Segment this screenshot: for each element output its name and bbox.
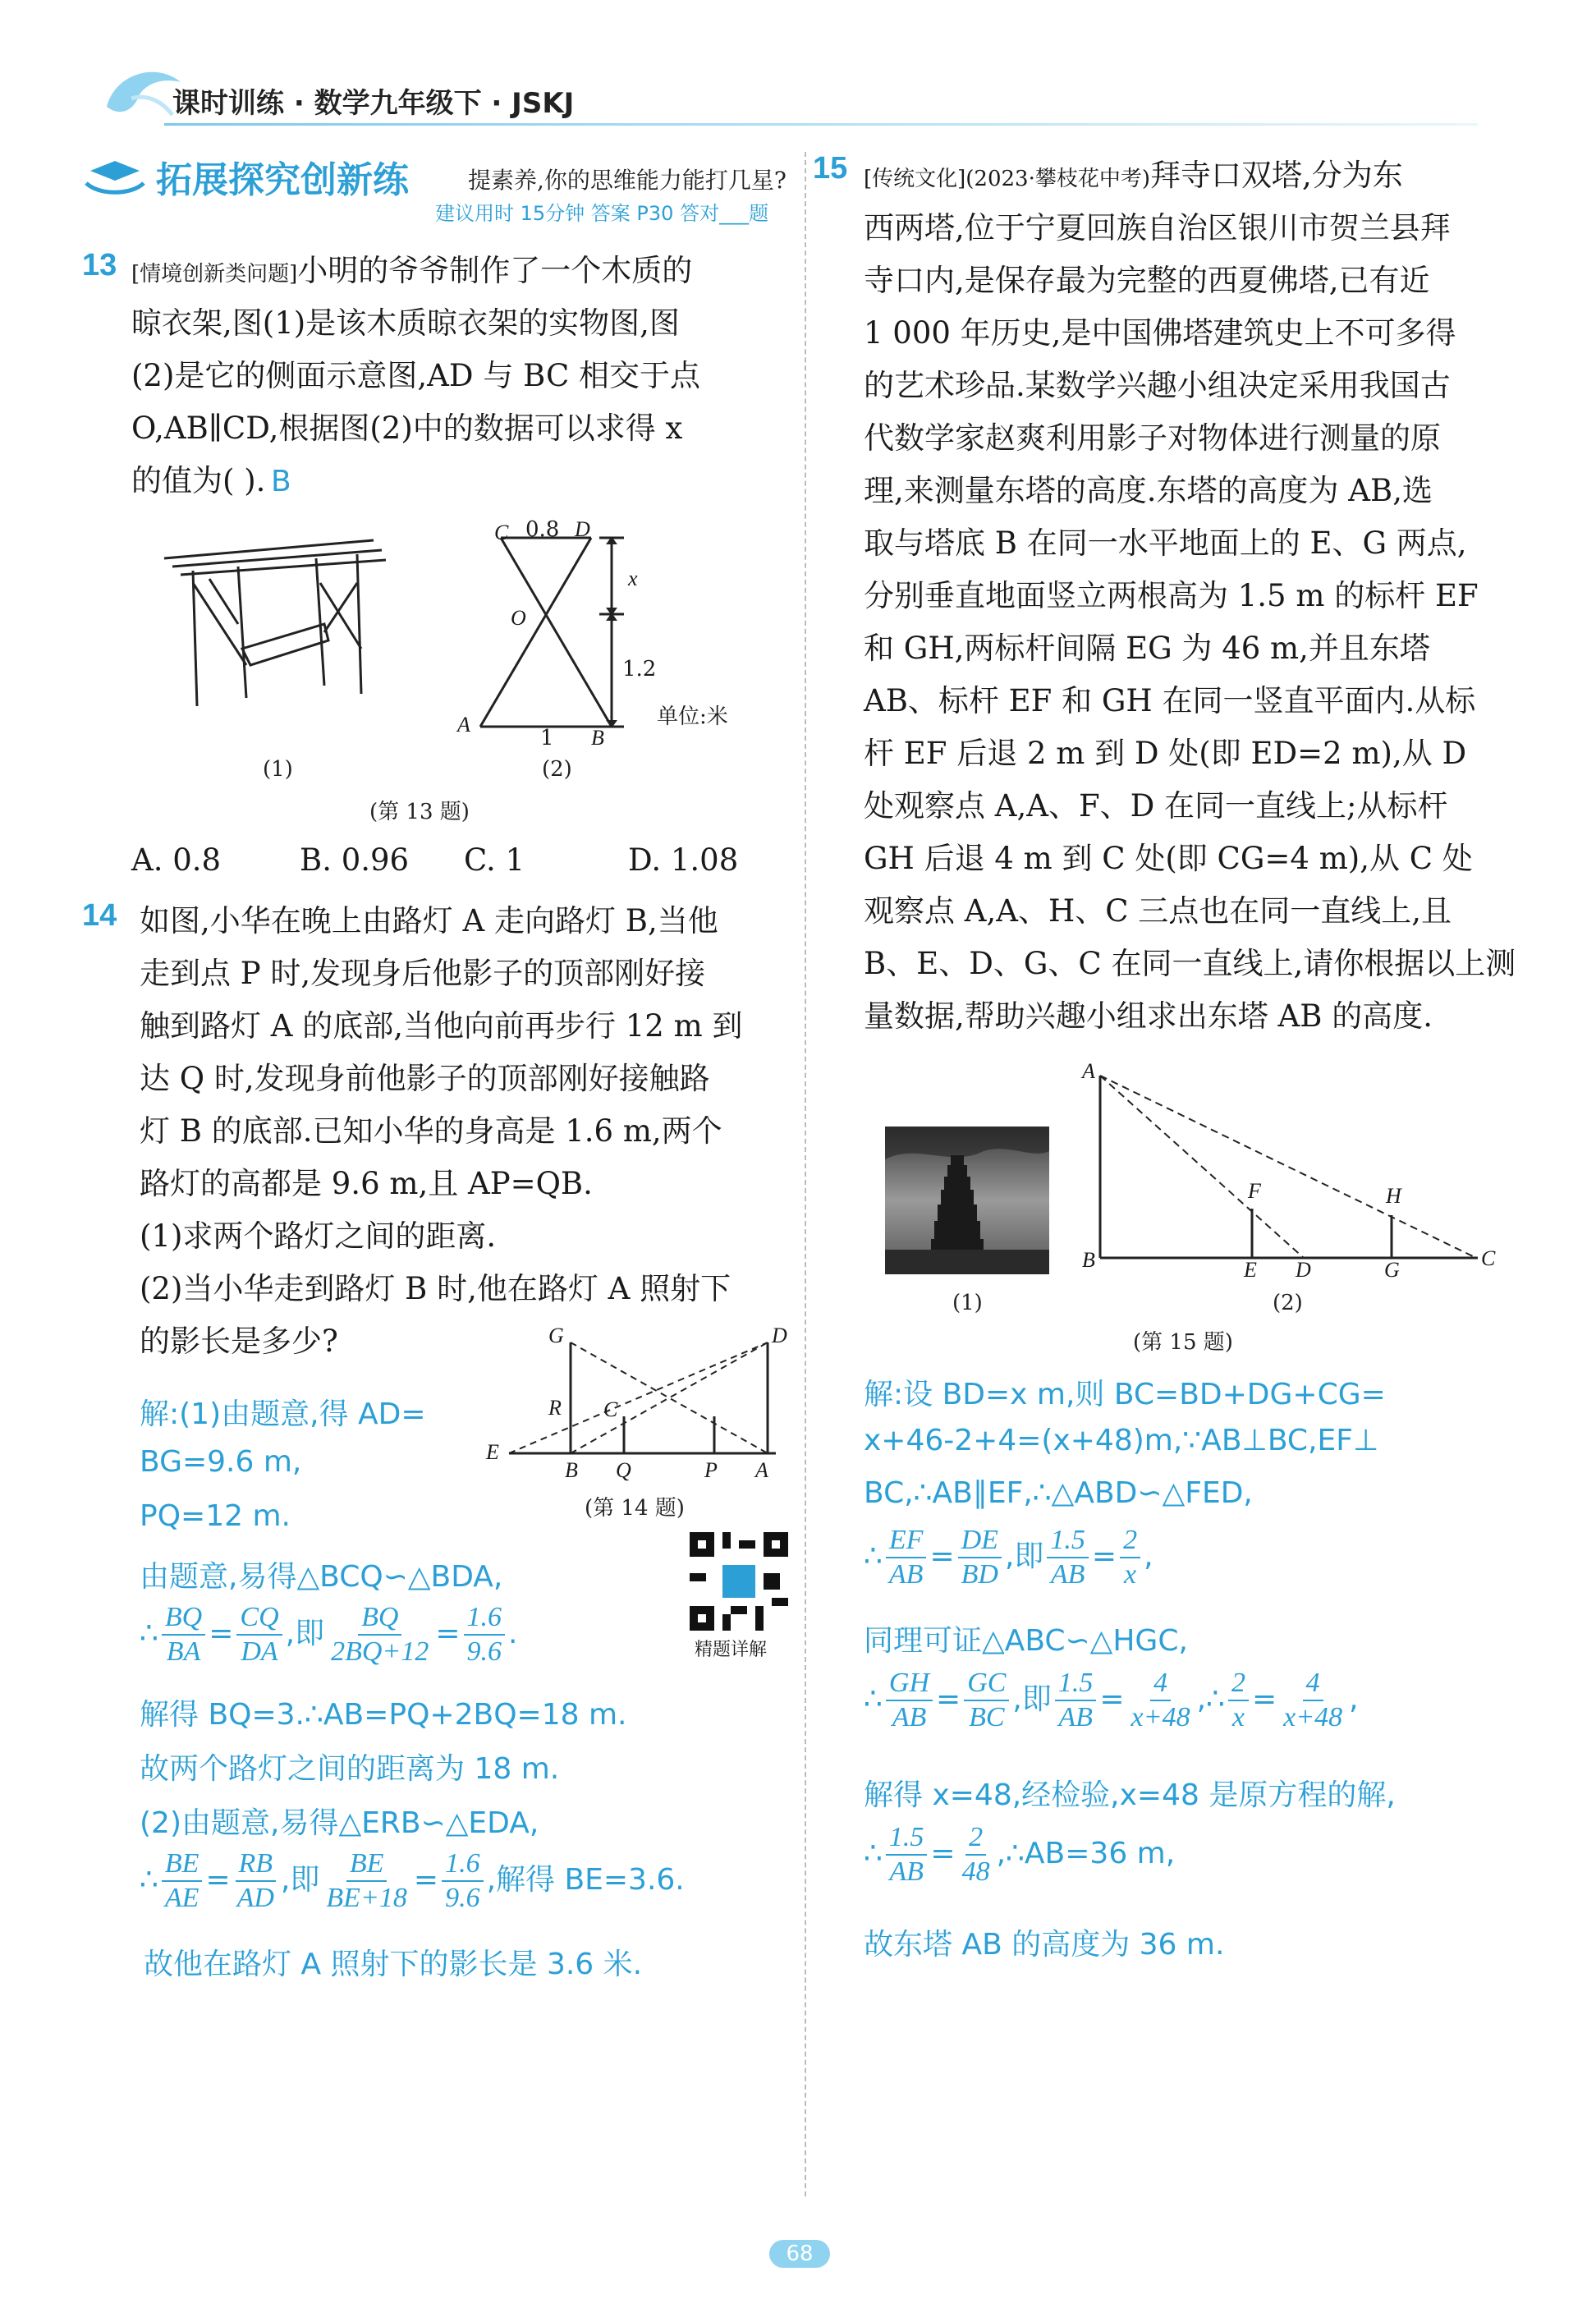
q15-line-2: 西两塔,位于宁夏回族自治区银川市贺兰县拜 xyxy=(864,210,1451,246)
q15-sol-line-4: ∴ $\frac{EF}{AB}$ = $\frac{DE}{BD}$ ,即 $\frac{1.5}{AB}$ = $\frac{2}{x}$ , xyxy=(864,1525,1153,1590)
q14-line-2: 走到点 P 时,发现身后他影子的顶部刚好接 xyxy=(140,956,706,991)
q14-label-b: B xyxy=(565,1458,578,1482)
q14-sol-line-6: 解得 BQ=3.∴AB=PQ+2BQ=18 m. xyxy=(140,1698,627,1732)
q14-line-5: 灯 B 的底部.已知小华的身高是 1.6 m,两个 xyxy=(140,1113,722,1149)
q14-line-1: 如图,小华在晚上由路灯 A 走向路灯 B,当他 xyxy=(140,903,718,938)
q14-label-r: R xyxy=(548,1396,562,1420)
q14-label-c: C xyxy=(603,1397,618,1421)
q14-line-4: 达 Q 时,发现身前他影子的顶部刚好接触路 xyxy=(140,1061,710,1096)
q15-sol-line-1: 解:设 BD=x m,则 BC=BD+DG+CG= xyxy=(864,1378,1386,1411)
q15-line-11: AB、标杆 EF 和 GH 在同一竖直平面内.从标 xyxy=(864,683,1476,718)
q15-label-h: H xyxy=(1386,1184,1401,1208)
q14-label-e: E xyxy=(486,1440,499,1464)
q14-sol-line-1: 解:(1)由题意,得 AD= xyxy=(140,1397,426,1431)
q14-line-6: 路灯的高都是 9.6 m,且 AP=QB. xyxy=(140,1166,593,1201)
q14-line-7: (1)求两个路灯之间的距离. xyxy=(140,1218,497,1254)
q15-fig2-caption: (2) xyxy=(1273,1291,1303,1315)
q15-sol-line-2: x+46-2+4=(x+48)m,∵AB⊥BC,EF⊥ xyxy=(864,1424,1379,1457)
section-subtitle: 提素养,你的思维能力能打几星? xyxy=(468,167,787,194)
section-banner xyxy=(82,146,788,236)
q15-label-c: C xyxy=(1481,1246,1496,1270)
q14-line-3: 触到路灯 A 的底部,当他向前再步行 12 m 到 xyxy=(140,1008,743,1044)
q15-line-5: 的艺术珍品.某数学兴趣小组决定采用我国古 xyxy=(864,368,1451,403)
q13-option-c: C. 1 xyxy=(464,842,525,878)
q15-line-7: 理,来测量东塔的高度.东塔的高度为 AB,选 xyxy=(864,473,1433,508)
q15-sol-line-9: 故东塔 AB 的高度为 36 m. xyxy=(864,1928,1225,1962)
q14-number: 14 xyxy=(82,898,117,933)
q13-label-c: C xyxy=(494,521,509,544)
q13-line-3: (2)是它的侧面示意图,AD 与 BC 相交于点 xyxy=(131,358,701,393)
q13-label-d: D xyxy=(575,517,590,541)
q14-sol-line-3: PQ=12 m. xyxy=(140,1499,291,1533)
q14-sol-line-7: 故两个路灯之间的距离为 18 m. xyxy=(140,1752,560,1786)
q15-line-10: 和 GH,两标杆间隔 EG 为 46 m,并且东塔 xyxy=(864,631,1430,666)
q14-label-d: D xyxy=(772,1324,787,1347)
q15-tag: [传统文化](2023·攀枝花中考) xyxy=(864,167,1151,191)
q15-figure-2-diagram xyxy=(1084,1067,1511,1281)
header-underline xyxy=(164,123,1478,126)
q14-sol-line-5: ∴ $\frac{BQ}{BA}$ = $\frac{CQ}{DA}$ ,即 $\frac{BQ}{2BQ+12}$ = $\frac{1.6}{9.6}$ . xyxy=(140,1602,518,1667)
q15-line-15: 观察点 A,A、H、C 三点也在同一直线上,且 xyxy=(864,893,1452,929)
q15-fig1-caption: (1) xyxy=(952,1291,983,1315)
q15-sol-line-7: 解得 x=48,经检验,x=48 是原方程的解, xyxy=(864,1778,1396,1812)
q13-option-a: A. 0.8 xyxy=(131,842,222,878)
q14-label-p: P xyxy=(704,1458,718,1482)
q15-line-9: 分别垂直地面竖立两根高为 1.5 m 的标杆 EF xyxy=(864,578,1479,613)
q15-sol-line-8: ∴ $\frac{1.5}{AB}$ = $\frac{2}{48}$ ,∴AB=36 m, xyxy=(864,1822,1176,1887)
q15-label-a: A xyxy=(1082,1059,1095,1083)
q14-caption: (第 14 题) xyxy=(585,1496,685,1521)
q13-fig2-caption: (2) xyxy=(542,757,572,782)
q15-label-f: F xyxy=(1248,1179,1261,1203)
q13-option-b: B. 0.96 xyxy=(300,842,410,878)
section-meta: 建议用时 15分钟 答案 P30 答对___题 xyxy=(435,202,769,225)
header-title: 课时训练 · 数学九年级下 · JSKJ xyxy=(172,87,575,120)
q15-sol-line-5: 同理可证△ABC∽△HGC, xyxy=(864,1624,1188,1658)
q13-label-h: 1.2 xyxy=(622,657,657,681)
hands-book-icon xyxy=(82,146,148,204)
q13-line-4: O,AB∥CD,根据图(2)中的数据可以求得 x xyxy=(131,411,683,446)
q14-sol-line-9: ∴ $\frac{BE}{AE}$ = $\frac{RB}{AD}$ ,即 $\frac{BE}{BE+18}$ = $\frac{1.6}{9.6}$ ,解得 BE=3.6. xyxy=(140,1848,685,1913)
q13-tag: [情境创新类问题] xyxy=(131,262,298,287)
q15-label-b: B xyxy=(1082,1248,1095,1272)
q14-sol-line-8: (2)由题意,易得△ERB∽△EDA, xyxy=(140,1806,539,1840)
q13-caption: (第 13 题) xyxy=(369,800,470,824)
q14-sol-line-10: 故他在路灯 A 照射下的影长是 3.6 米. xyxy=(144,1948,643,1981)
q14-line-9: 的影长是多少? xyxy=(140,1324,338,1359)
page-number-badge xyxy=(769,2240,830,2268)
q13-label-b: B xyxy=(591,726,604,750)
q14-line-8: (2)当小华走到路灯 B 时,他在路灯 A 照射下 xyxy=(140,1271,732,1306)
qr-label: 精题详解 xyxy=(695,1640,768,1660)
q14-figure xyxy=(493,1330,796,1470)
q15-line-4: 1 000 年历史,是中国佛塔建筑史上不可多得 xyxy=(864,315,1456,351)
q15-caption: (第 15 题) xyxy=(1133,1330,1233,1355)
q15-line-17: 量数据,帮助兴趣小组求出东塔 AB 的高度. xyxy=(864,998,1433,1034)
q13-number: 13 xyxy=(82,248,117,282)
q15-pagoda-photo xyxy=(885,1127,1049,1274)
q15-line-14: GH 后退 4 m 到 C 处(即 CG=4 m),从 C 处 xyxy=(864,841,1473,876)
q14-label-a: A xyxy=(755,1458,768,1482)
q14-label-g: G xyxy=(548,1324,564,1347)
column-divider xyxy=(805,152,806,2196)
q15-sol-line-3: BC,∴AB∥EF,∴△ABD∽△FED, xyxy=(864,1476,1253,1510)
qr-code-icon[interactable] xyxy=(690,1532,788,1631)
q13-line-1: [情境创新类问题]小明的爷爷制作了一个木质的 xyxy=(131,253,693,288)
header xyxy=(99,57,1494,131)
q13-line-5: 的值为( ). xyxy=(131,463,266,498)
q15-line-3: 寺口内,是保存最为完整的西夏佛塔,已有近 xyxy=(864,263,1430,298)
section-title: 拓展探究创新练 xyxy=(156,159,409,201)
q13-label-unit: 单位:米 xyxy=(657,704,728,729)
q13-label-o: O xyxy=(511,606,526,630)
q15-label-g: G xyxy=(1384,1258,1400,1282)
q15-line-12: 杆 EF 后退 2 m 到 D 处(即 ED=2 m),从 D xyxy=(864,736,1467,771)
q14-sol-line-2: BG=9.6 m, xyxy=(140,1445,302,1479)
q15-line-6: 代数学家赵爽利用影子对物体进行测量的原 xyxy=(864,420,1441,456)
q15-line-16: B、E、D、G、C 在同一直线上,请你根据以上测 xyxy=(864,946,1516,981)
q15-line-8: 取与塔底 B 在同一水平地面上的 E、G 两点, xyxy=(864,525,1467,561)
q15-label-e: E xyxy=(1244,1258,1257,1282)
q13-figure-1-rack xyxy=(160,534,390,723)
q15-label-d: D xyxy=(1296,1258,1311,1282)
q13-label-a: A xyxy=(457,713,470,737)
page-number: 68 xyxy=(786,2242,814,2266)
q15-sol-line-6: ∴ $\frac{GH}{AB}$ = $\frac{GC}{BC}$ ,即 $\frac{1.5}{AB}$ = $\frac{4}{x+48}$ ,∴ $\frac{2}{x}$ = $\frac{4}{x+48}$ , xyxy=(864,1668,1359,1732)
q13-label-bottom: 1 xyxy=(540,726,554,750)
q13-answer: B xyxy=(271,465,291,498)
q15-line-1: [传统文化](2023·攀枝花中考)拜寺口双塔,分为东 xyxy=(864,158,1403,193)
q15-number: 15 xyxy=(813,151,848,186)
q14-label-q: Q xyxy=(616,1458,631,1482)
q13-line-2: 晾衣架,图(1)是该木质晾衣架的实物图,图 xyxy=(131,305,680,341)
q13-option-d: D. 1.08 xyxy=(628,842,739,878)
q14-sol-line-4: 由题意,易得△BCQ∽△BDA, xyxy=(140,1560,503,1594)
q15-line-13: 处观察点 A,A、F、D 在同一直线上;从标杆 xyxy=(864,788,1448,824)
q13-label-x: x xyxy=(628,567,638,590)
q13-label-top: 0.8 xyxy=(525,517,560,542)
q13-fig1-caption: (1) xyxy=(263,757,293,782)
